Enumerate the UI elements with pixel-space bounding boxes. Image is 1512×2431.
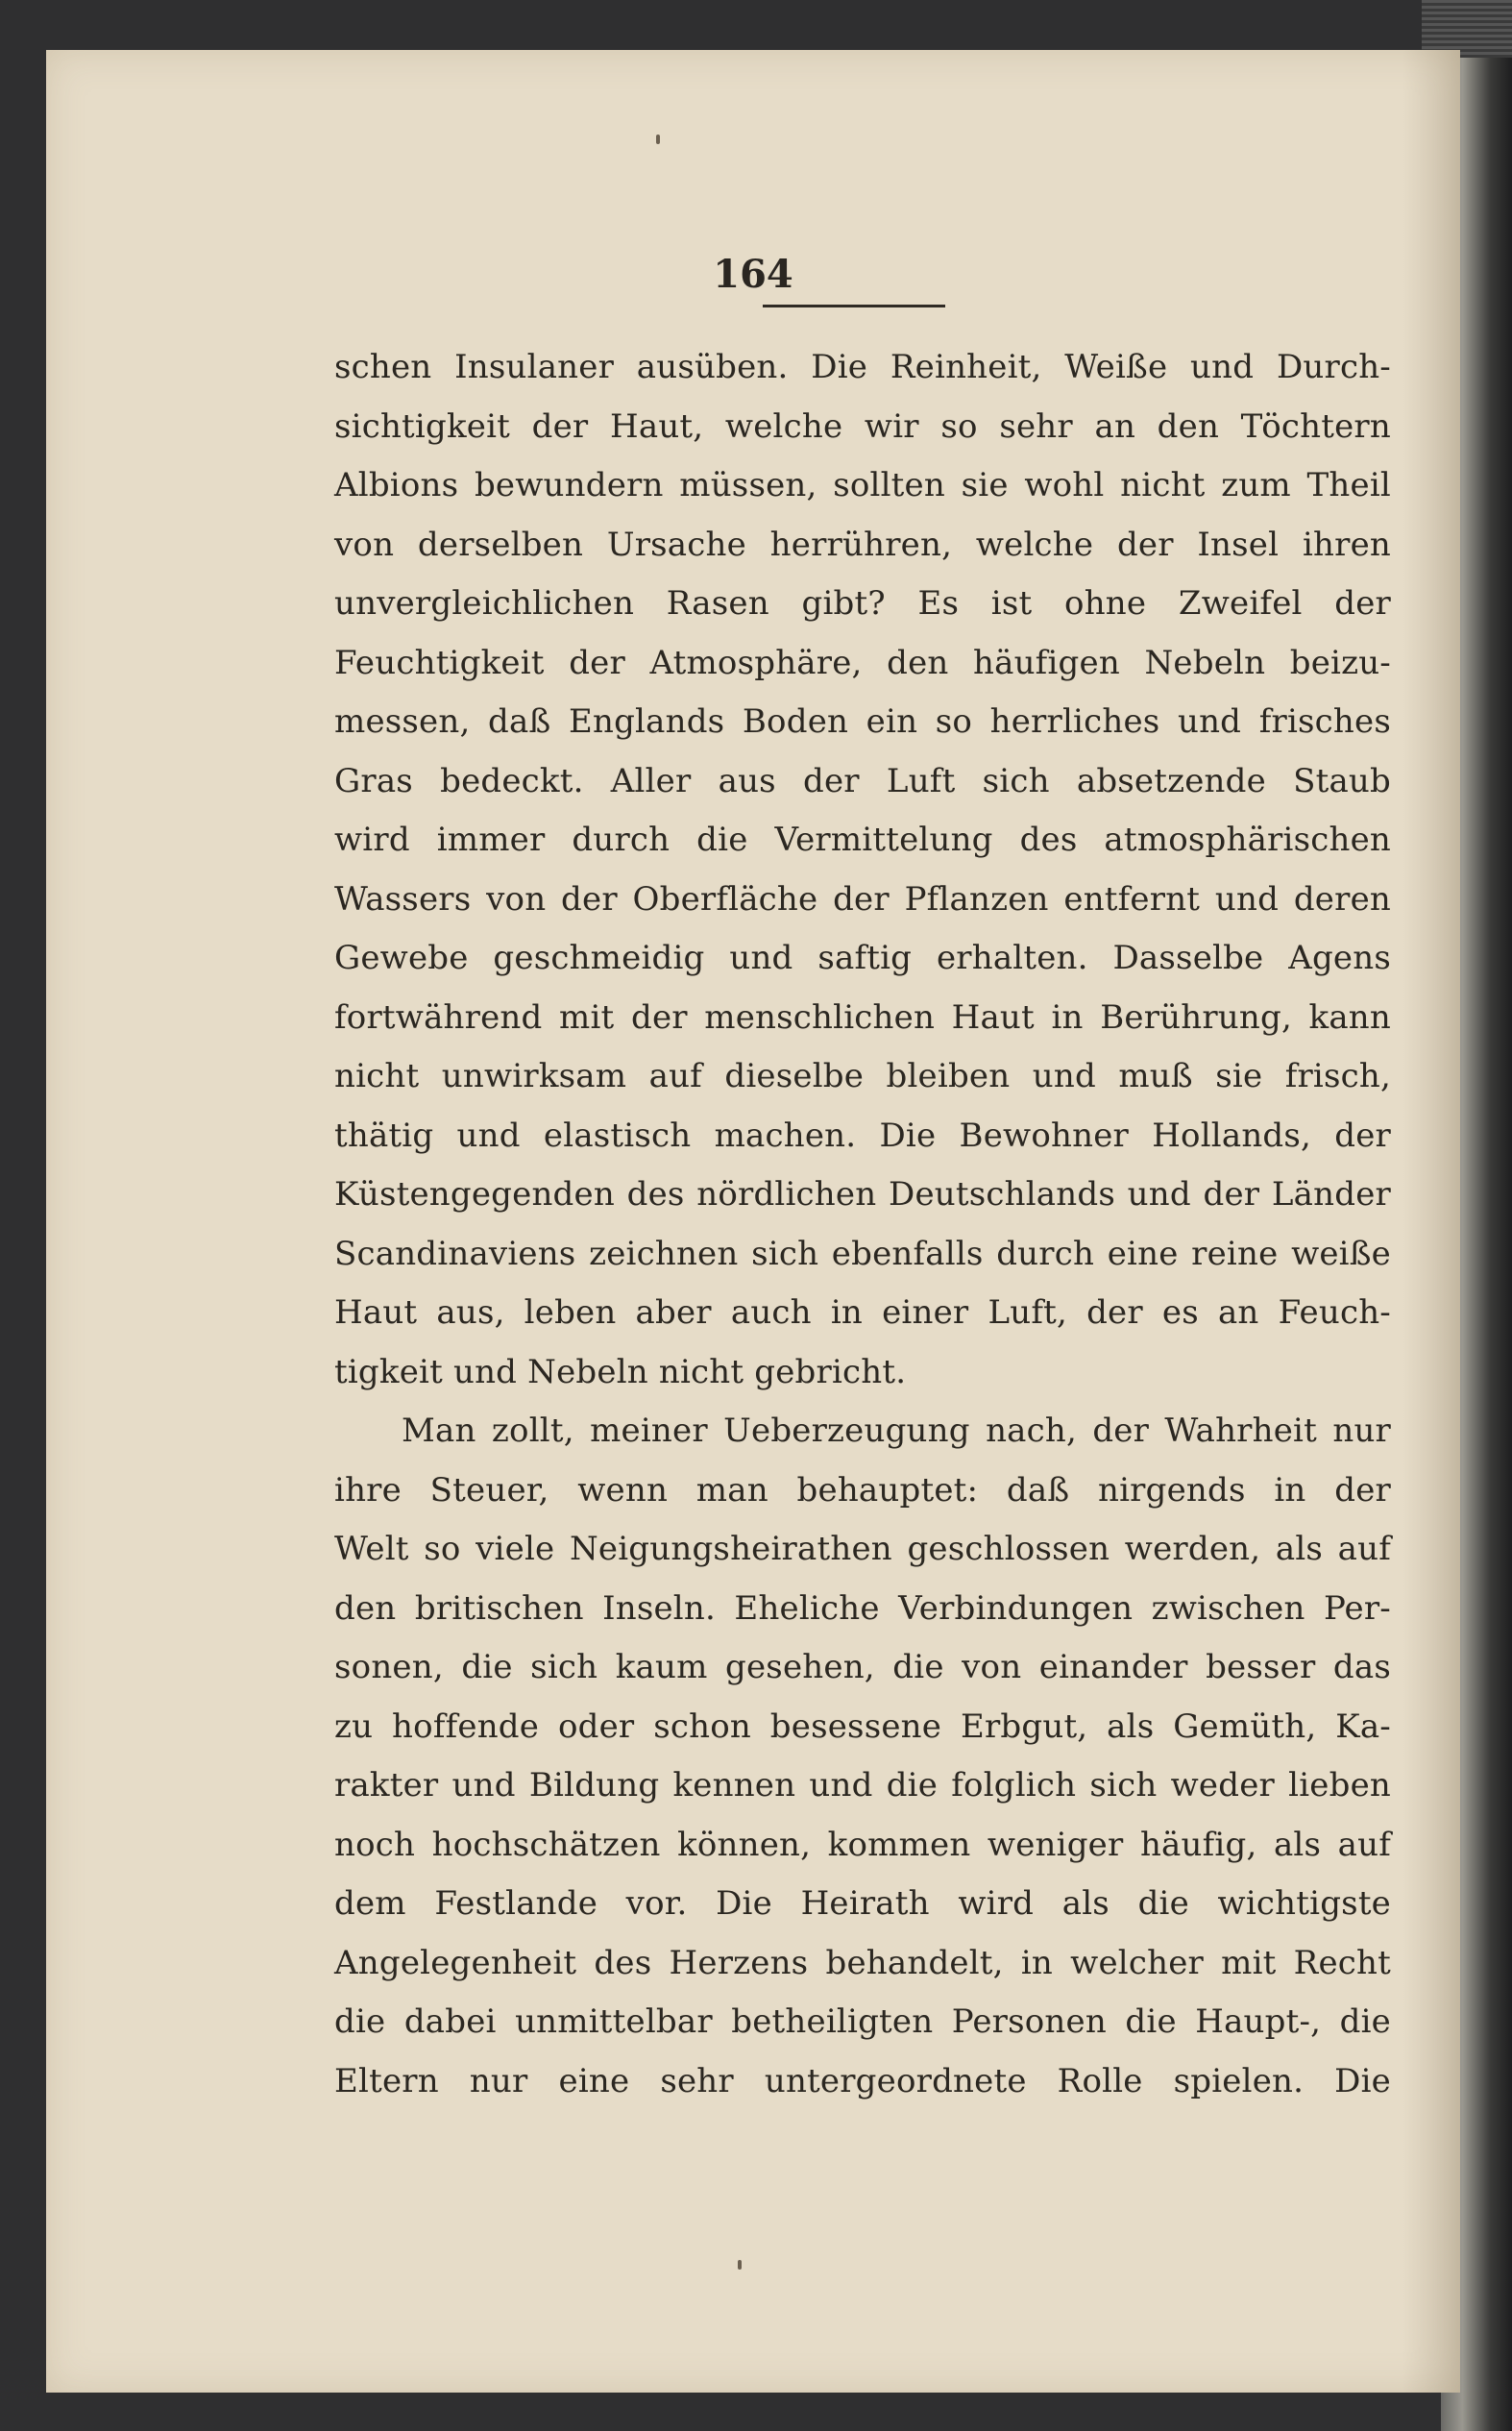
text-line: noch hochschätzen können, kommen weniger häufig, als auf: [334, 1825, 1391, 1864]
text-line: ihre Steuer, wenn man behauptet: daß nirgends in der: [334, 1470, 1391, 1510]
text-line: nicht unwirksam auf dieselbe bleiben und muß sie frisch,: [334, 1057, 1391, 1095]
text-line: Küstengegenden des nördlichen Deutschlands und der Länder: [334, 1175, 1391, 1214]
paper-speck: [656, 135, 660, 144]
page-gutter-shade: [1402, 50, 1460, 2393]
text-line: sichtigkeit der Haut, welche wir so sehr an den Töchtern: [334, 406, 1391, 446]
text-line: Welt so viele Neigungsheirathen geschlossen werden, als auf: [334, 1530, 1391, 1568]
text-line: Feuchtigkeit der Atmosphäre, den häufigen Nebeln beizu-: [334, 643, 1391, 682]
text-line: dem Festlande vor. Die Heirath wird als die wichtigste: [334, 1884, 1391, 1923]
text-line: den britischen Inseln. Eheliche Verbindungen zwischen Per-: [334, 1588, 1391, 1628]
text-line: Wassers von der Oberfläche der Pflanzen entfernt und deren: [334, 879, 1391, 919]
text-line: Man zollt, meiner Ueberzeugung nach, der Wahrheit nur: [402, 1412, 1391, 1450]
book-page: [46, 50, 1460, 2393]
text-line: tigkeit und Nebeln nicht gebricht.: [334, 1352, 907, 1391]
page-number: 164: [713, 252, 793, 297]
text-line: Angelegenheit des Herzens behandelt, in welcher mit Recht: [334, 1943, 1391, 1982]
text-line: unvergleichlichen Rasen gibt? Es ist ohne Zweifel der: [334, 584, 1391, 623]
text-line: fortwährend mit der menschlichen Haut in Berührung, kann: [334, 997, 1391, 1037]
book-binding: [1422, 0, 1512, 58]
text-line: Eltern nur eine sehr untergeordnete Rolle spielen. Die: [334, 2061, 1391, 2100]
text-line: sonen, die sich kaum gesehen, die von einander besser das: [334, 1648, 1391, 1686]
page-number-rule: [763, 305, 945, 307]
text-line: Scandinaviens zeichnen sich ebenfalls durch eine reine weiße: [334, 1234, 1391, 1273]
text-line: messen, daß Englands Boden ein so herrliches und frisches: [334, 702, 1391, 741]
text-line: Albions bewundern müssen, sollten sie wohl nicht zum Theil: [334, 466, 1391, 504]
text-line: thätig und elastisch machen. Die Bewohner Hollands, der: [334, 1116, 1391, 1155]
text-line: die dabei unmittelbar betheiligten Personen die Haupt-, die: [334, 2002, 1391, 2041]
text-line: rakter und Bildung kennen und die folglich sich weder lieben: [334, 1766, 1391, 1805]
paper-speck: [738, 2260, 742, 2270]
text-line: zu hoffende oder schon besessene Erbgut, als Gemüth, Ka-: [334, 1707, 1391, 1746]
text-line: von derselben Ursache herrühren, welche der Insel ihren: [334, 525, 1391, 564]
text-line: schen Insulaner ausüben. Die Reinheit, Weiße und Durch-: [334, 348, 1391, 386]
text-line: wird immer durch die Vermittelung des atmosphärischen: [334, 821, 1391, 859]
text-line: Gewebe geschmeidig und saftig erhalten. Dasselbe Agens: [334, 939, 1391, 977]
text-line: Haut aus, leben aber auch in einer Luft, der es an Feuch-: [334, 1293, 1391, 1332]
text-line: Gras bedeckt. Aller aus der Luft sich absetzende Staub: [334, 761, 1391, 800]
